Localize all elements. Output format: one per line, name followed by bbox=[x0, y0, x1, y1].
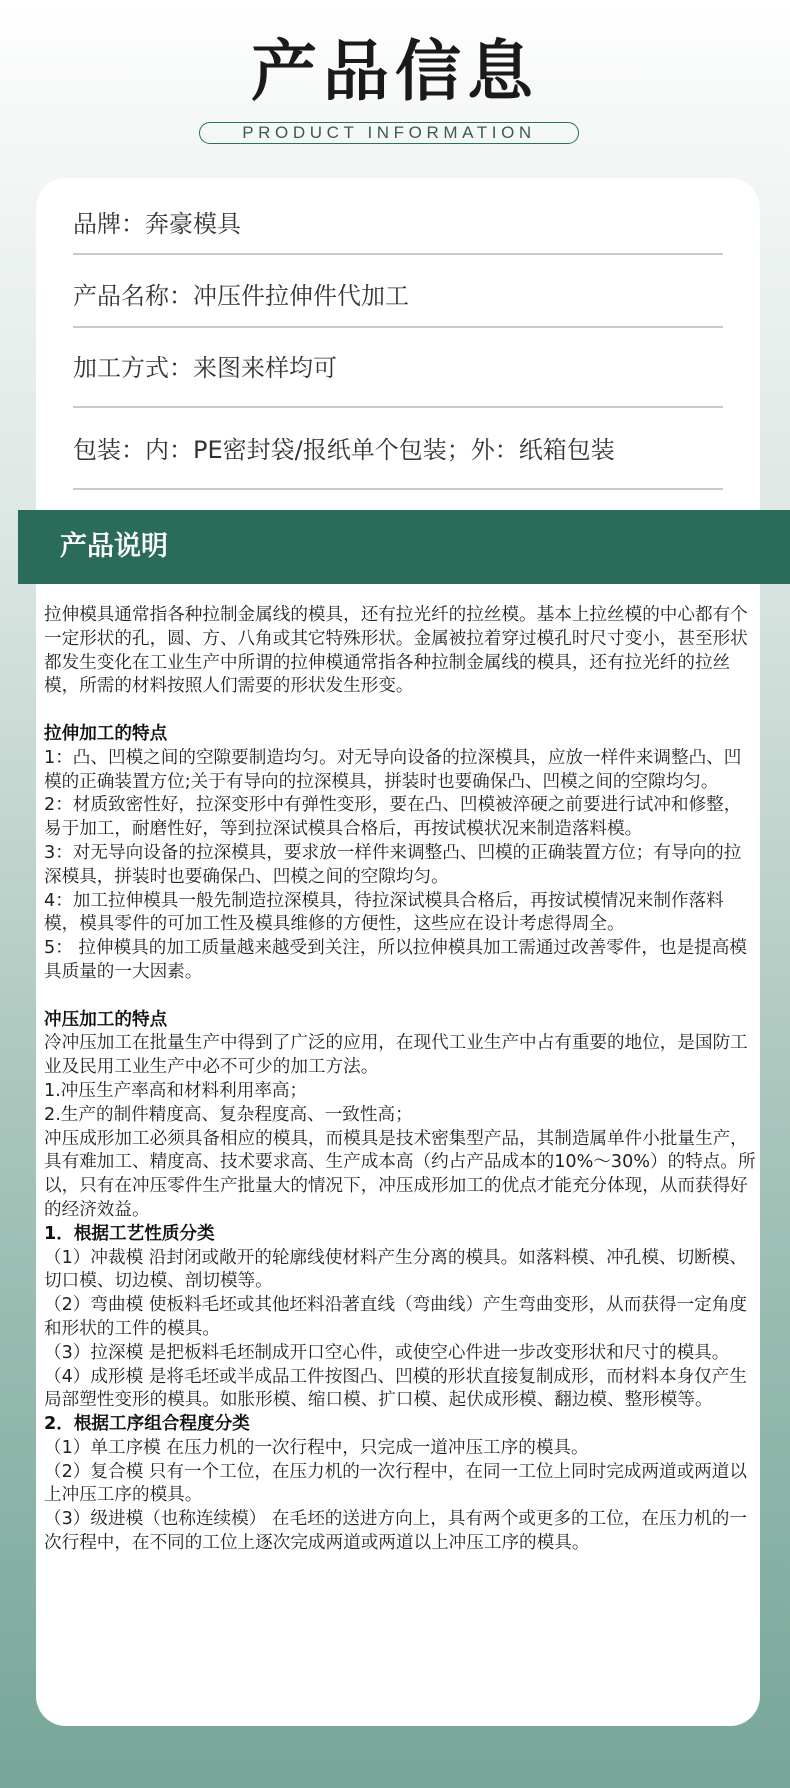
stretch-heading: 拉伸加工的特点 bbox=[44, 723, 168, 744]
class2-item: （3）级进模（也称连续模） 在毛坯的送进方向上，具有两个或更多的工位，在压力机的一次行程中，在不同的工位上逐次完成两道或两道以上冲压工序的模具。 bbox=[44, 1509, 747, 1554]
press-intro: 冷冲压加工在批量生产中得到了广泛的应用，在现代工业生产中占有重要的地位，是国防工业及民用工业生产中必不可少的加工方法。 bbox=[44, 1033, 748, 1078]
description-text bbox=[44, 604, 756, 1556]
info-value: 内：PE密封袋/报纸单个包装；外：纸箱包装 bbox=[145, 436, 615, 464]
section-title: 产品说明 bbox=[60, 531, 168, 562]
class1-item: （1）冲裁模 沿封闭或敞开的轮廓线使材料产生分离的模具。如落料模、冲孔模、切断模、切口模、切边模、剖切模等。 bbox=[44, 1247, 747, 1292]
class2-item: （1）单工序模 在压力机的一次行程中，只完成一道冲压工序的模具。 bbox=[44, 1437, 589, 1458]
press-note: 冲压成形加工必须具备相应的模具，而模具是技术密集型产品，其制造属单件小批量生产，具有难加工、精度高、技术要求高、生产成本高（约占产品成本的10%～30%）的特点。所以，只有在冲压零件生产批量大的情况下，冲压成形加工的优点才能充分体现，从而获得好的经济效益。 bbox=[44, 1128, 756, 1220]
info-value: 冲压件拉伸件代加工 bbox=[193, 282, 409, 310]
info-row-process bbox=[73, 348, 723, 383]
info-value: 奔豪模具 bbox=[145, 210, 241, 238]
press-heading: 冲压加工的特点 bbox=[44, 1009, 168, 1030]
intro-paragraph: 拉伸模具通常指各种拉制金属线的模具，还有拉光纤的拉丝模。基本上拉丝模的中心都有个一定形状的孔，圆、方、八角或其它特殊形状。金属被拉着穿过模孔时尺寸变小，甚至形状都发生变化在工业生产中所谓的拉伸模通常指各种拉制金属线的模具，还有拉光纤的拉丝模，所需的材料按照人们需要的形状发生形变。 bbox=[44, 605, 748, 697]
section-banner bbox=[18, 510, 790, 584]
info-value: 来图来样均可 bbox=[193, 354, 337, 382]
info-label: 品牌： bbox=[73, 210, 145, 238]
info-row-brand bbox=[73, 204, 723, 239]
class1-heading: 1．根据工艺性质分类 bbox=[44, 1223, 215, 1244]
divider bbox=[73, 253, 723, 255]
divider bbox=[73, 488, 723, 490]
stretch-item: 5： 拉伸模具的加工质量越来越受到关注，所以拉伸模具加工需通过改善零件，也是提高模具质量的一大因素。 bbox=[44, 938, 747, 982]
press-point: 1.冲压生产率高和材料利用率高； bbox=[44, 1080, 308, 1101]
product-info-card bbox=[36, 178, 760, 518]
stretch-item: 4：加工拉伸模具一般先制造拉深模具，待拉深试模具合格后，再按试模情况来制作落料模，模具零件的可加工性及模具维修的方便性，这些应在设计考虑得周全。 bbox=[44, 890, 724, 935]
divider bbox=[73, 326, 723, 328]
stretch-item: 1：凸、凹模之间的空隙要制造均匀。对无导向设备的拉深模具，应放一样件来调整凸、凹模的正确装置方位;关于有导向的拉深模具，拼装时也要确保凸、凹模之间的空隙均匀。 bbox=[44, 747, 742, 792]
info-label: 产品名称： bbox=[73, 282, 193, 310]
stretch-item: 3：对无导向设备的拉深模具，要求放一样件来调整凸、凹模的正确装置方位；有导向的拉深模具，拼装时也要确保凸、凹模之间的空隙均匀。 bbox=[44, 842, 742, 887]
description-card bbox=[36, 584, 760, 1726]
info-label: 加工方式： bbox=[73, 354, 193, 382]
class2-item: （2）复合模 只有一个工位，在压力机的一次行程中，在同一工位上同时完成两道或两道以上冲压工序的模具。 bbox=[44, 1461, 747, 1506]
info-row-product-name bbox=[73, 276, 723, 311]
info-label: 包装： bbox=[73, 436, 145, 464]
class1-item: （3）拉深模 是把板料毛坯制成开口空心件，或使空心件进一步改变形状和尺寸的模具。 bbox=[44, 1342, 730, 1363]
stretch-item: 2：材质致密性好，拉深变形中有弹性变形，要在凸、凹模被淬硬之前要进行试冲和修整，易于加工，耐磨性好，等到拉深试模具合格后，再按试模状况来制造落料模。 bbox=[44, 795, 742, 840]
page-title: 产品信息 bbox=[251, 33, 539, 110]
press-point: 2.生产的制件精度高、复杂程度高、一致性高； bbox=[44, 1104, 413, 1125]
page-subtitle: PRODUCT INFORMATION bbox=[199, 122, 579, 144]
divider bbox=[73, 406, 723, 408]
info-row-packaging bbox=[73, 430, 723, 465]
class1-item: （2）弯曲模 使板料毛坯或其他坯料沿著直线（弯曲线）产生弯曲变形，从而获得一定角度和形状的工件的模具。 bbox=[44, 1295, 747, 1339]
class1-item: （4）成形模 是将毛坯或半成品工件按图凸、凹模的形状直接复制成形，而材料本身仅产生局部塑性变形的模具。如胀形模、缩口模、扩口模、起伏成形模、翻边模、整形模等。 bbox=[44, 1366, 747, 1411]
class2-heading: 2．根据工序组合程度分类 bbox=[44, 1414, 250, 1435]
